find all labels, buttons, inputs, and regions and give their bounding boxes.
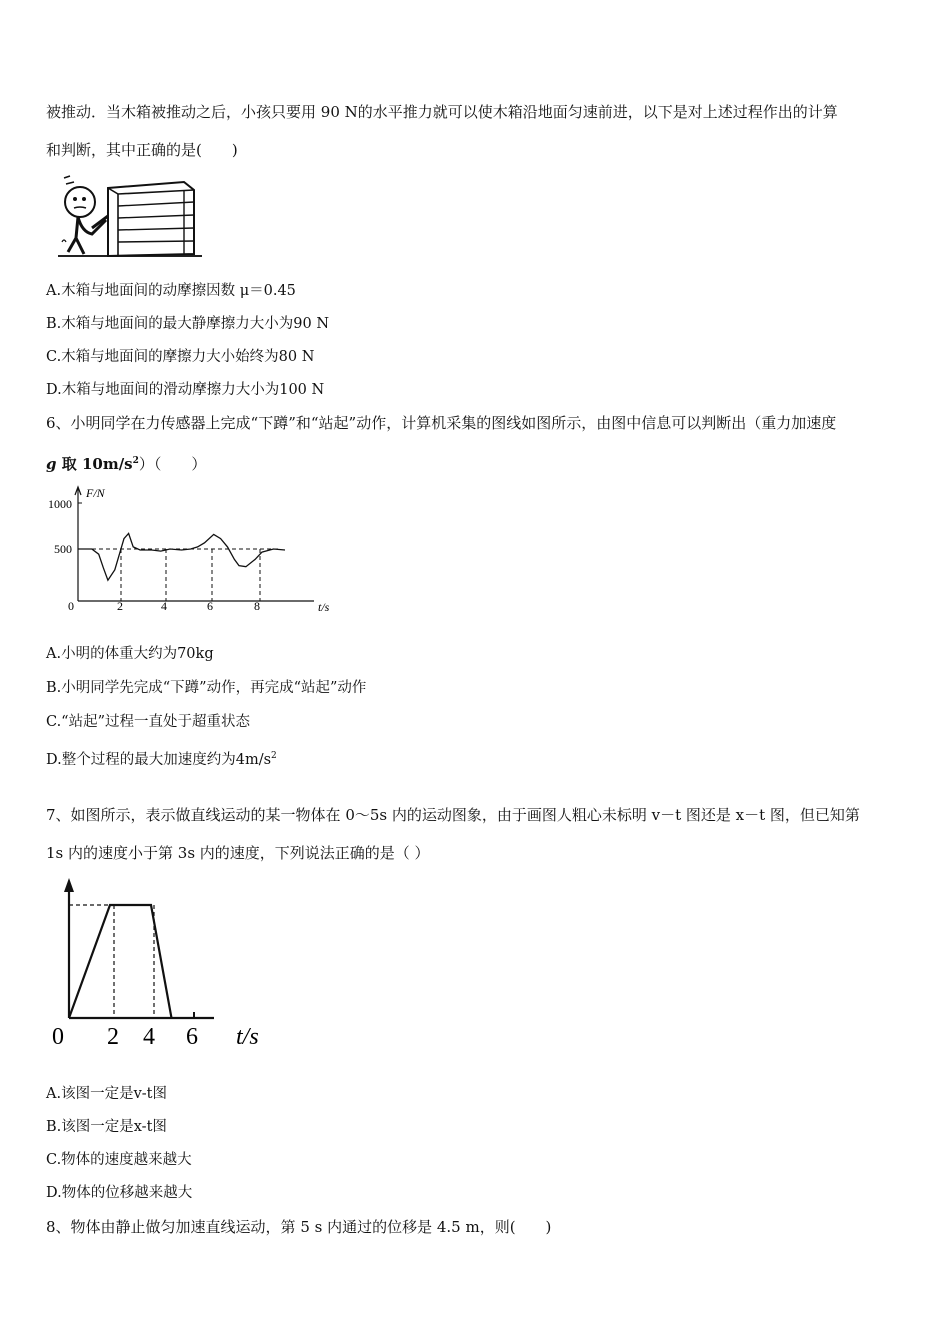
q5-option-a: A.木箱与地面间的动摩擦因数 μ＝0.45 (46, 283, 296, 299)
q6-option-c: C.“站起”过程一直处于超重状态 (46, 714, 251, 730)
q5-option-c: C.木箱与地面间的摩擦力大小始终为80 N (46, 349, 315, 365)
q5-option-b: B.木箱与地面间的最大静摩擦力大小为90 N (46, 316, 330, 332)
chart6-x-tick-6: 6 (207, 599, 213, 613)
q8-stem: 8、物体由静止做匀加速直线运动，第 5 s 内通过的位移是 4.5 m，则( ) (46, 1218, 552, 1236)
q5-stem-line1: 被推动．当木箱被推动之后，小孩只要用 90 N的水平推力就可以使木箱沿地面匀速前进，以下是对上述过程作出的计算 (46, 103, 838, 121)
q5-option-d: D.木箱与地面间的滑动摩擦力大小为100 N (46, 382, 325, 398)
chart7-x-tick-0: 0 (52, 1024, 64, 1050)
chart6-y-tick-500: 500 (54, 542, 72, 556)
chart6-force-curve (78, 533, 285, 580)
boy-pushing-box-illustration (56, 172, 204, 262)
q6-option-b: B.小明同学先完成“下蹲”动作，再完成“站起”动作 (46, 680, 367, 696)
q7-option-d: D.物体的位移越来越大 (46, 1185, 193, 1201)
chart7-x-tick-6: 6 (186, 1024, 198, 1050)
q7-option-b: B.该图一定是x-t图 (46, 1119, 167, 1135)
q6-stem-line2 (46, 451, 206, 474)
chart6-y-label: F/N (86, 486, 105, 500)
chart6-x-label: t/s (318, 600, 330, 614)
chart6-x-tick-4: 4 (161, 599, 167, 613)
q7-option-c: C.物体的速度越来越大 (46, 1152, 192, 1168)
q6-option-d-sup: 2 (271, 751, 277, 761)
q7-option-a: A.该图一定是v-t图 (46, 1086, 167, 1102)
motion-graph (46, 872, 286, 1052)
q6-stem-line2-a: 取 10m/s (61, 455, 133, 473)
q5-stem-line2: 和判断，其中正确的是( ) (46, 141, 238, 159)
chart7-x-tick-4: 4 (143, 1024, 155, 1050)
q6-stem-line2-b: ）（ ） (138, 455, 207, 473)
q7-stem-line1: 7、如图所示，表示做直线运动的某一物体在 0～5s 内的运动图象，由于画图人粗心未标明 v－t 图还是 x－t 图，但已知第 (46, 806, 860, 824)
q6-stem-line2-sup: 2 (132, 456, 139, 466)
chart6-x-tick-2: 2 (117, 599, 123, 613)
q6-option-d (46, 746, 277, 770)
q6-g-symbol: g (46, 455, 57, 473)
force-time-chart (46, 483, 346, 623)
q7-stem-line2: 1s 内的速度小于第 3s 内的速度，下列说法正确的是（ ） (46, 844, 430, 862)
q6-option-d-text: D.整个过程的最大加速度约为4m/s (46, 751, 272, 768)
chart7-trapezoid-line (69, 905, 172, 1018)
chart6-y-tick-1000: 1000 (48, 497, 72, 511)
chart6-origin-label: 0 (68, 599, 74, 613)
chart7-x-label: t/s (236, 1024, 259, 1050)
chart6-x-tick-8: 8 (254, 599, 260, 613)
q6-option-a: A.小明的体重大约为70kg (46, 646, 214, 662)
chart7-y-arrow (64, 878, 74, 892)
q6-stem-line1: 6、小明同学在力传感器上完成“下蹲”和“站起”动作，计算机采集的图线如图所示，由图中信息可以判断出（重力加速度 (46, 414, 837, 432)
chart7-x-tick-2: 2 (107, 1024, 119, 1050)
